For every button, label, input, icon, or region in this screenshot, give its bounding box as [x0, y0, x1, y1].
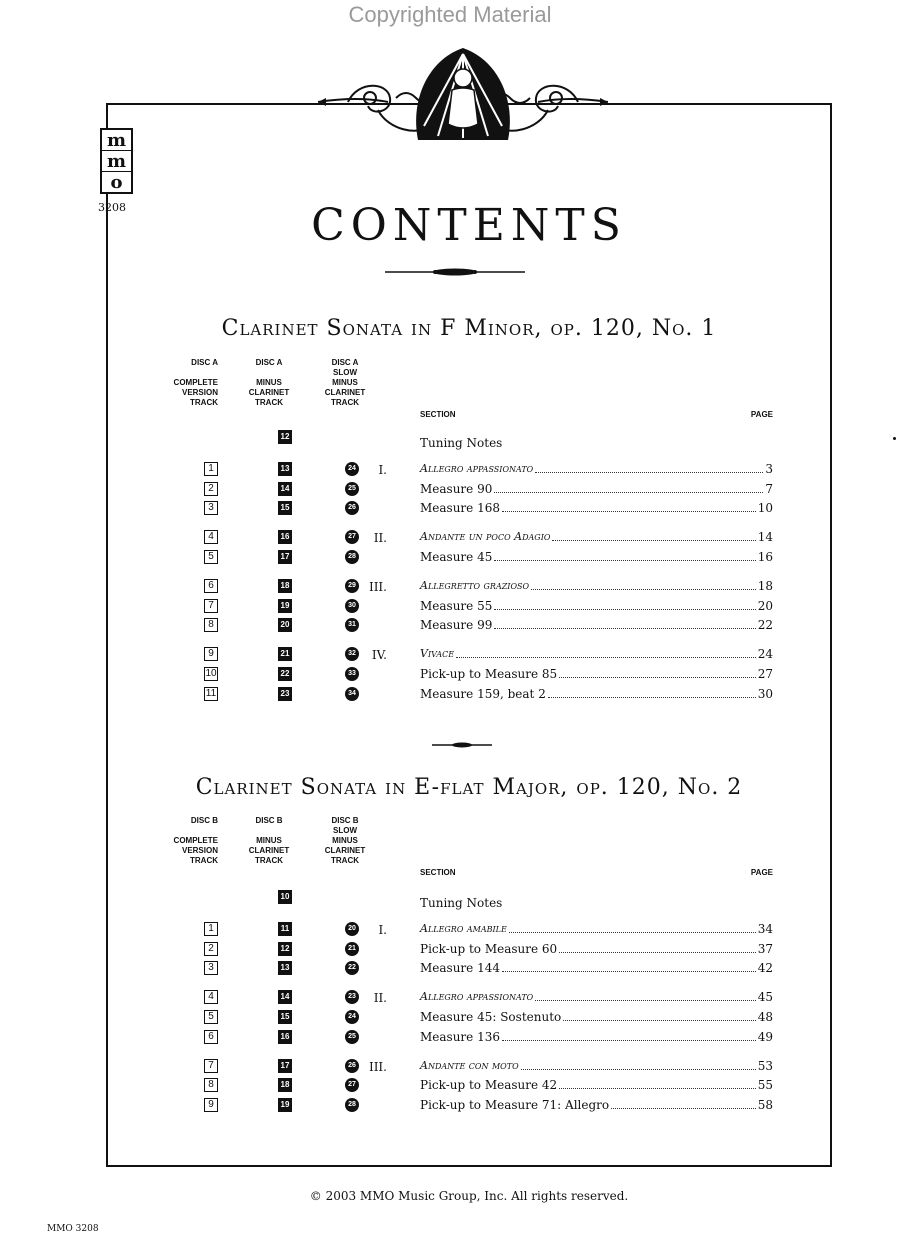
- dot-leader: [552, 540, 755, 541]
- section-label: Pick-up to Measure 85: [420, 666, 558, 681]
- column-header-line: DISC A: [191, 358, 218, 367]
- minus-track-square: 18: [278, 579, 292, 593]
- section-label: Measure 45: Sostenuto: [420, 1009, 562, 1024]
- footer-catalog: MMO 3208: [47, 1224, 99, 1234]
- slow-track-circle: 33: [345, 667, 359, 681]
- complete-track-box: 1: [204, 462, 218, 476]
- column-header-line: CLARINET: [324, 388, 366, 397]
- minus-track-square: 19: [278, 1098, 292, 1112]
- column-header-line: TRACK: [255, 398, 283, 407]
- watermark-text: Copyrighted Material: [348, 2, 552, 27]
- dot-leader: [559, 677, 756, 678]
- section-header: SECTION: [420, 410, 456, 419]
- page-number: 48: [757, 1009, 773, 1024]
- minus-track-square: 16: [278, 1030, 292, 1044]
- page-border: [106, 103, 832, 1167]
- complete-track-box: 4: [204, 990, 218, 1004]
- column-header-line: COMPLETE: [173, 378, 218, 387]
- complete-track-box: 11: [205, 687, 217, 699]
- dot-leader: [563, 1020, 755, 1021]
- page-header: PAGE: [750, 410, 773, 419]
- section-label: Allegro appassionato: [420, 462, 534, 475]
- section-entry: [420, 578, 773, 594]
- section-entry: [420, 617, 773, 633]
- section-entry: [420, 1097, 773, 1113]
- complete-track-box: 2: [204, 942, 218, 956]
- column-header-line: MINUS: [256, 836, 282, 845]
- logo-letter-3: o: [110, 172, 123, 193]
- section-label: Allegro appassionato: [420, 990, 534, 1004]
- section-label: Measure 99: [420, 618, 493, 633]
- minus-track-square: 16: [278, 530, 292, 544]
- page-number: 20: [757, 598, 773, 613]
- slow-track-circle: 23: [345, 990, 359, 1004]
- page-number: 3: [765, 462, 773, 476]
- dot-leader: [611, 1108, 756, 1109]
- complete-track-box: 6: [204, 1030, 218, 1044]
- dot-leader: [535, 1000, 755, 1001]
- section-entry: [420, 529, 773, 545]
- column-header-line: CLARINET: [248, 846, 290, 855]
- minus-track-square: 15: [278, 1010, 292, 1024]
- slow-track-circle: 28: [345, 550, 359, 564]
- complete-track-box: 1: [204, 922, 218, 936]
- complete-track-box: 4: [204, 530, 218, 544]
- column-header-line: DISC A: [331, 358, 359, 367]
- column-header-line: CLARINET: [248, 388, 290, 397]
- section-label: Measure 136: [420, 1029, 500, 1044]
- section-entry: [420, 1029, 773, 1045]
- complete-track-box: 5: [204, 550, 218, 564]
- minus-track-square: 21: [278, 647, 292, 661]
- section-entry: [420, 941, 773, 957]
- dot-leader: [502, 1040, 756, 1041]
- complete-track-box: 6: [204, 579, 218, 593]
- cherub-shell-ornament-icon: [318, 40, 608, 152]
- tuning-notes-label: Tuning Notes: [420, 436, 503, 450]
- tuning-track-square: 12: [278, 430, 292, 444]
- movement-number: I.: [378, 923, 387, 937]
- minus-track-square: 19: [278, 599, 292, 613]
- dot-leader: [559, 952, 756, 953]
- slow-track-circle: 22: [345, 961, 359, 975]
- slow-track-circle: 29: [345, 579, 359, 593]
- tuning-track-square: 10: [278, 890, 292, 904]
- section-label: Pick-up to Measure 60: [420, 941, 558, 956]
- column-header-line: TRACK: [190, 398, 218, 407]
- minus-track-square: 17: [278, 550, 292, 564]
- dot-leader: [521, 1069, 756, 1070]
- minus-track-square: 14: [278, 482, 292, 496]
- section-label: Measure 144: [420, 961, 500, 976]
- page-number: 16: [757, 549, 773, 564]
- section-entry: [420, 989, 773, 1005]
- section-entry: [420, 549, 773, 565]
- complete-track-box: 3: [204, 501, 218, 515]
- minus-track-square: 13: [278, 961, 292, 975]
- section-label: Measure 159, beat 2: [420, 686, 546, 701]
- slow-track-circle: 27: [345, 530, 359, 544]
- section-entry: [420, 598, 773, 614]
- dot-leader: [502, 971, 756, 972]
- page-number: 42: [757, 961, 773, 976]
- column-header-line: MINUS: [332, 378, 358, 387]
- slow-track-circle: 26: [345, 1059, 359, 1073]
- minus-track-square: 18: [278, 1078, 292, 1092]
- column-header-line: VERSION: [181, 846, 218, 855]
- column-header-line: TRACK: [255, 856, 283, 865]
- column-header-line: SLOW: [333, 826, 357, 835]
- dot-leader: [494, 609, 755, 610]
- page-number: 18: [757, 579, 773, 593]
- page-number: 55: [757, 1078, 773, 1093]
- column-header-line: DISC B: [255, 816, 283, 825]
- slow-track-circle: 25: [345, 1030, 359, 1044]
- section-entry: [420, 461, 773, 477]
- column-header-line: VERSION: [181, 388, 218, 397]
- slow-track-circle: 25: [345, 482, 359, 496]
- column-header-line: COMPLETE: [173, 836, 218, 845]
- dot-leader: [531, 589, 756, 590]
- dot-leader: [502, 511, 756, 512]
- slow-track-circle: 30: [345, 599, 359, 613]
- dot-leader: [494, 628, 755, 629]
- section-label: Pick-up to Measure 42: [420, 1078, 558, 1093]
- slow-track-circle: 24: [345, 462, 359, 476]
- sonata-title: Clarinet Sonata in F Minor, op. 120, No. 1: [221, 316, 717, 341]
- dot-leader: [509, 932, 756, 933]
- logo-letter-1: m: [106, 130, 127, 151]
- dot-leader: [456, 657, 756, 658]
- section-entry: [420, 481, 773, 497]
- tuning-notes-label: Tuning Notes: [420, 896, 503, 910]
- complete-track-box: 8: [204, 1078, 218, 1092]
- logo-letter-2: m: [106, 151, 127, 172]
- slow-track-circle: 31: [345, 618, 359, 632]
- section-entry: [420, 646, 773, 662]
- movement-number: III.: [368, 580, 387, 594]
- section-label: Pick-up to Measure 71: Allegro: [420, 1097, 610, 1112]
- column-header-line: TRACK: [331, 856, 359, 865]
- page-number: 22: [757, 618, 773, 633]
- section-entry: [420, 1077, 773, 1093]
- section-label: Vivace: [420, 647, 455, 661]
- section-label: Andante con moto: [420, 1058, 519, 1072]
- minus-track-square: 12: [278, 942, 292, 956]
- page-number: 7: [765, 481, 773, 496]
- minus-track-square: 14: [278, 990, 292, 1004]
- page-number: 49: [757, 1029, 773, 1044]
- dot-leader: [559, 1088, 756, 1089]
- movement-number: II.: [373, 531, 387, 546]
- slow-track-circle: 32: [345, 647, 359, 661]
- dot-leader: [494, 560, 755, 561]
- page-header: PAGE: [750, 868, 773, 877]
- page-number: 30: [757, 686, 773, 701]
- column-header-line: DISC A: [255, 358, 283, 367]
- column-header-line: DISC B: [331, 816, 359, 825]
- section-label: Measure 45: [420, 549, 493, 564]
- column-header-line: SLOW: [333, 368, 357, 377]
- column-header-line: TRACK: [190, 856, 218, 865]
- margin-dot: [893, 437, 896, 440]
- section-label: Measure 90: [420, 481, 493, 496]
- column-header-line: MINUS: [256, 378, 282, 387]
- movement-number: III.: [368, 1059, 387, 1074]
- movement-number: II.: [373, 991, 387, 1006]
- section-entry: [420, 1058, 773, 1074]
- slow-track-circle: 21: [345, 942, 359, 956]
- section-label: Allegro amabile: [420, 922, 507, 935]
- section-entry: [420, 500, 773, 516]
- complete-track-box: 10: [205, 667, 217, 679]
- page-number: 24: [757, 647, 773, 662]
- slow-track-circle: 27: [345, 1078, 359, 1092]
- complete-track-box: 5: [204, 1010, 218, 1024]
- movement-number: I.: [378, 463, 387, 477]
- minus-track-square: 17: [278, 1059, 292, 1073]
- dot-leader: [535, 472, 763, 473]
- minus-track-square: 22: [278, 667, 292, 681]
- catalog-number: 3208: [98, 201, 126, 214]
- section-entry: [420, 960, 773, 976]
- section-header: SECTION: [420, 868, 456, 877]
- section-label: Measure 55: [420, 598, 493, 613]
- copyright-notice: © 2003 MMO Music Group, Inc. All rights reserved.: [309, 1189, 629, 1203]
- section-entry: [420, 666, 773, 682]
- column-header-line: MINUS: [332, 836, 358, 845]
- section-label: Andante un poco Adagio: [420, 530, 551, 544]
- page-number: 10: [757, 501, 773, 516]
- section-entry: [420, 921, 773, 937]
- page-number: 14: [757, 530, 773, 545]
- section-divider-ornament: [432, 740, 492, 750]
- slow-track-circle: 26: [345, 501, 359, 515]
- column-header-line: TRACK: [331, 398, 359, 407]
- page-number: 27: [757, 666, 773, 681]
- page-number: 34: [757, 922, 773, 936]
- complete-track-box: 9: [204, 647, 218, 661]
- slow-track-circle: 34: [345, 687, 359, 701]
- section-label: Allegretto grazioso: [420, 579, 530, 592]
- complete-track-box: 3: [204, 961, 218, 975]
- minus-track-square: 13: [278, 462, 292, 476]
- complete-track-box: 7: [204, 599, 218, 613]
- complete-track-box: 2: [204, 482, 218, 496]
- column-header-line: CLARINET: [324, 846, 366, 855]
- minus-track-square: 20: [278, 618, 292, 632]
- page-title: CONTENTS: [311, 200, 627, 251]
- slow-track-circle: 24: [345, 1010, 359, 1024]
- minus-track-square: 23: [278, 687, 292, 701]
- page-number: 53: [757, 1058, 773, 1073]
- page-number: 58: [757, 1097, 773, 1112]
- sonata-title: Clarinet Sonata in E-flat Major, op. 120, No. 2: [195, 775, 743, 800]
- minus-track-square: 11: [278, 922, 292, 936]
- mmo-logo-icon: [100, 128, 133, 194]
- complete-track-box: 8: [204, 618, 218, 632]
- dot-leader: [494, 492, 763, 493]
- title-divider-ornament: [385, 265, 525, 279]
- complete-track-box: 7: [204, 1059, 218, 1073]
- slow-track-circle: 28: [345, 1098, 359, 1112]
- section-entry: [420, 686, 773, 702]
- section-label: Measure 168: [420, 501, 500, 516]
- dot-leader: [548, 697, 756, 698]
- complete-track-box: 9: [204, 1098, 218, 1112]
- movement-number: IV.: [371, 648, 387, 663]
- minus-track-square: 15: [278, 501, 292, 515]
- page-number: 37: [757, 941, 773, 956]
- page-number: 45: [757, 990, 773, 1005]
- section-entry: [420, 1009, 773, 1025]
- slow-track-circle: 20: [345, 922, 359, 936]
- column-header-line: DISC B: [190, 816, 218, 825]
